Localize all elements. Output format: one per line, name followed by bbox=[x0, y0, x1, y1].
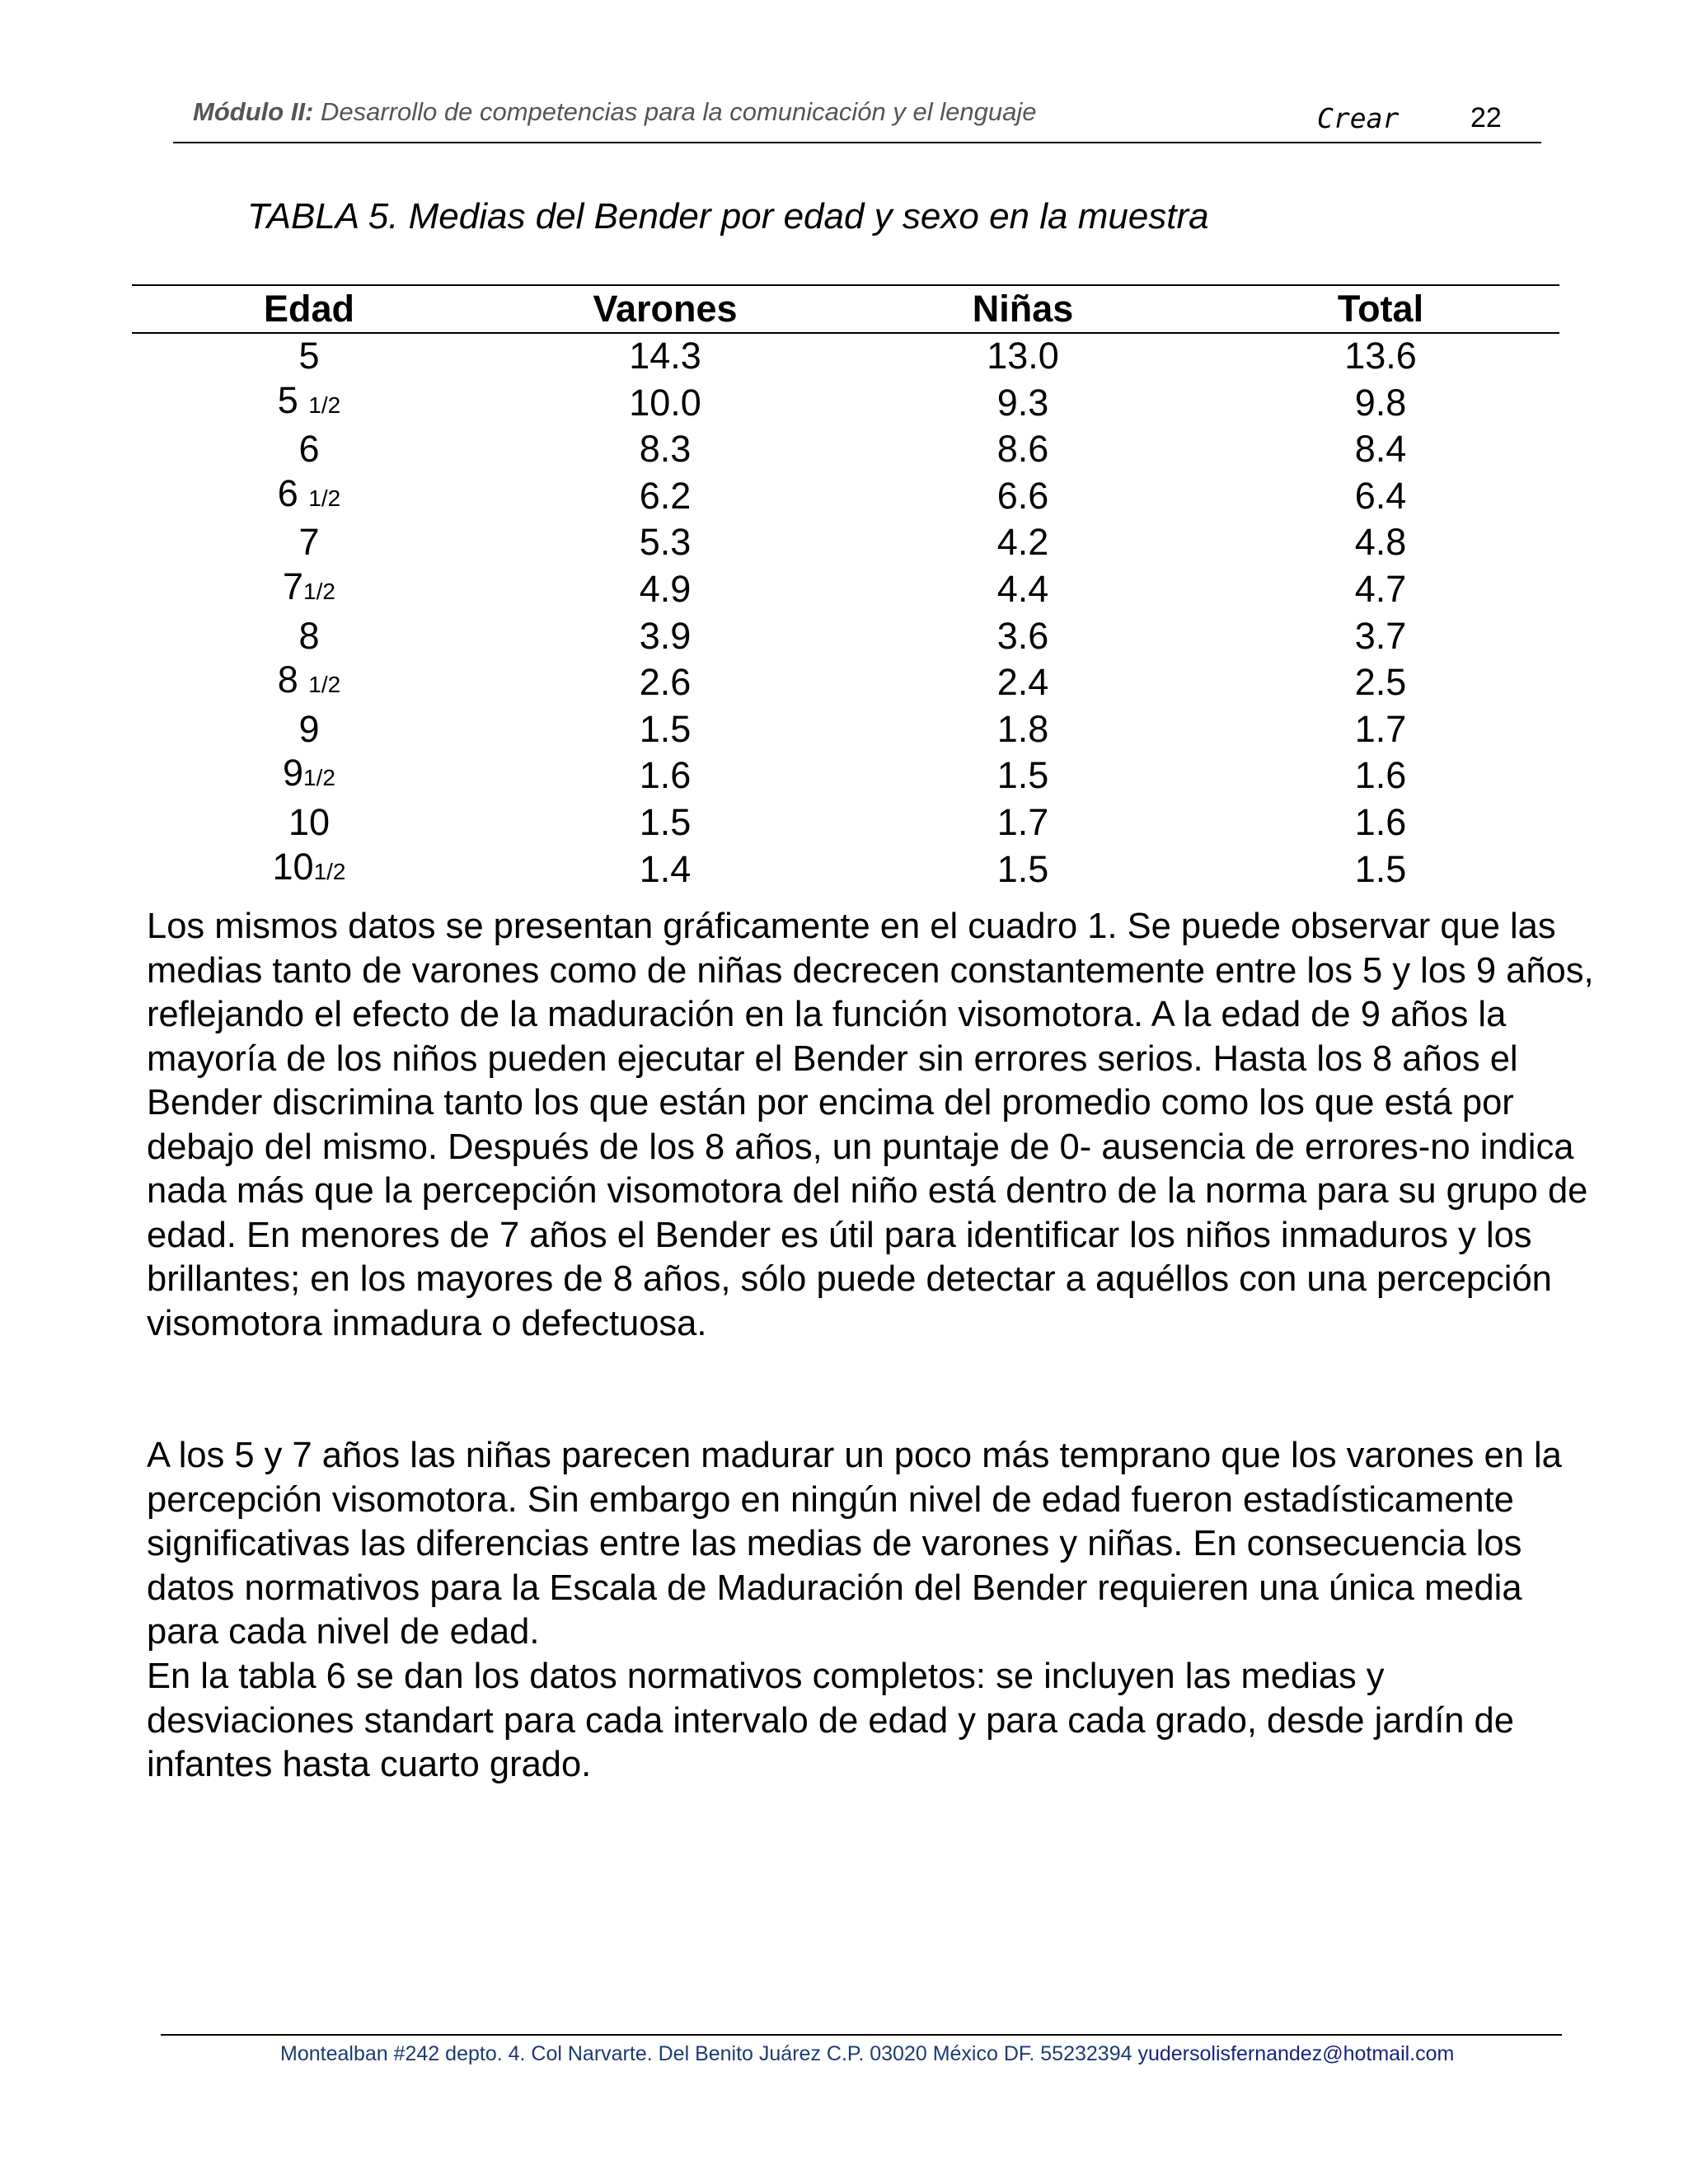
edad-value: 5 bbox=[277, 378, 309, 421]
footer-divider bbox=[161, 2034, 1562, 2036]
cell-varones: 1.5 bbox=[639, 800, 692, 843]
cell-ninas: 9.3 bbox=[996, 381, 1049, 424]
page-number: 22 bbox=[1470, 102, 1502, 134]
table-row bbox=[132, 565, 1559, 614]
footer-address: Montealban #242 depto. 4. Col Narvarte. Del Benito Juárez C.P. 03020 México DF. 55232394 bbox=[280, 2042, 1138, 2065]
cell-varones: 10.0 bbox=[629, 381, 701, 424]
table-header-row bbox=[132, 285, 1559, 333]
cell-ninas: 2.4 bbox=[996, 661, 1049, 704]
cell-total: 1.6 bbox=[1354, 754, 1407, 797]
header-varones: Varones bbox=[486, 285, 844, 333]
cell-ninas: 1.8 bbox=[996, 707, 1049, 750]
section-label: Crear bbox=[1317, 102, 1400, 134]
cell-edad bbox=[132, 427, 486, 471]
cell-edad bbox=[132, 614, 486, 658]
table-row bbox=[132, 520, 1559, 565]
paragraph-2: A los 5 y 7 años las niñas parecen madurar un poco más temprano que los varones en la percepción visomotora. Sin embargo en ningún nivel de edad fueron estadísticamente significativas las diferencias entre las medias de varones y niñas. En consecuencia los datos normativos para la Escala de Maduración del Bender requieren una única media para cada nivel de edad. bbox=[147, 1436, 1562, 1652]
cell-edad bbox=[132, 471, 486, 521]
cell-total: 13.6 bbox=[1344, 335, 1417, 377]
cell-ninas: 3.6 bbox=[996, 614, 1049, 657]
cell-total: 1.7 bbox=[1354, 707, 1407, 750]
cell-total: 4.7 bbox=[1354, 567, 1407, 610]
cell-varones: 1.6 bbox=[639, 754, 692, 797]
cell-total: 8.4 bbox=[1354, 428, 1407, 471]
cell-varones: 6.2 bbox=[639, 474, 692, 517]
cell-total: 2.5 bbox=[1354, 661, 1407, 704]
cell-varones: 2.6 bbox=[639, 661, 692, 704]
cell-total: 3.7 bbox=[1354, 614, 1407, 657]
cell-edad bbox=[132, 800, 486, 845]
cell-total: 1.6 bbox=[1354, 800, 1407, 843]
header-total: Total bbox=[1202, 285, 1559, 333]
edad-value: 7 bbox=[298, 521, 320, 564]
edad-value: 8 bbox=[298, 614, 320, 657]
edad-fraction: 1/2 bbox=[308, 672, 341, 698]
edad-value: 8 bbox=[277, 658, 309, 701]
cell-varones: 5.3 bbox=[639, 521, 692, 564]
cell-varones: 3.9 bbox=[639, 614, 692, 657]
edad-value: 9 bbox=[283, 752, 304, 794]
cell-ninas: 8.6 bbox=[996, 428, 1049, 471]
cell-edad bbox=[132, 707, 486, 752]
edad-value: 10 bbox=[272, 845, 314, 888]
table-row bbox=[132, 707, 1559, 752]
table-row bbox=[132, 751, 1559, 800]
cell-total: 6.4 bbox=[1354, 474, 1407, 517]
edad-value: 5 bbox=[298, 335, 320, 377]
cell-varones: 14.3 bbox=[629, 335, 701, 377]
cell-total: 4.8 bbox=[1354, 521, 1407, 564]
table-row bbox=[132, 471, 1559, 521]
cell-edad bbox=[132, 845, 486, 894]
edad-fraction: 1/2 bbox=[308, 485, 341, 511]
edad-fraction: 1/2 bbox=[303, 765, 335, 791]
cell-edad bbox=[132, 751, 486, 800]
edad-value: 10 bbox=[288, 800, 331, 843]
table-row bbox=[132, 614, 1559, 658]
module-title bbox=[193, 97, 1036, 127]
table-row bbox=[132, 333, 1559, 378]
cell-varones: 1.4 bbox=[639, 847, 692, 890]
cell-ninas: 13.0 bbox=[987, 335, 1059, 377]
table-row bbox=[132, 378, 1559, 428]
cell-edad bbox=[132, 658, 486, 707]
table-row bbox=[132, 658, 1559, 707]
edad-value: 9 bbox=[298, 707, 320, 750]
table-row bbox=[132, 800, 1559, 845]
module-label: Módulo II: bbox=[193, 97, 314, 126]
cell-ninas: 6.6 bbox=[996, 474, 1049, 517]
edad-value: 6 bbox=[298, 428, 320, 471]
cell-ninas: 1.5 bbox=[996, 754, 1049, 797]
cell-edad bbox=[132, 520, 486, 565]
edad-value: 7 bbox=[283, 565, 304, 607]
cell-varones: 8.3 bbox=[639, 428, 692, 471]
page-footer bbox=[280, 2042, 1454, 2066]
cell-ninas: 4.4 bbox=[996, 567, 1049, 610]
cell-ninas: 4.2 bbox=[996, 521, 1049, 564]
cell-varones: 1.5 bbox=[639, 707, 692, 750]
cell-total: 1.5 bbox=[1354, 847, 1407, 890]
cell-edad bbox=[132, 333, 486, 378]
module-name: Desarrollo de competencias para la comunicación y el lenguaje bbox=[320, 97, 1037, 126]
table-title: TABLA 5. Medias del Bender por edad y sexo en la muestra bbox=[247, 196, 1209, 237]
paragraph-1: Los mismos datos se presentan gráficamente en el cuadro 1. Se puede observar que las medias tanto de varones como de niñas decrecen constantemente entre los 5 y los 9 años, reflejando el efecto de la maduración en la función visomotora. A la edad de 9 años la mayoría de los niños pueden ejecutar el Bender sin errores serios. Hasta los 8 años el Bender discrimina tanto los que están por encima del promedio como los que está por debajo del mismo. Después de los 8 años, un puntaje de 0- ausencia de errores-no indica nada más que la percepción visomotora del niño está dentro de la norma para su grupo de edad. En menores de 7 años el Bender es útil para identificar los niños inmaduros y los brillantes; en los mayores de 8 años, sólo puede detectar a aquéllos con una percepción visomotora inmadura o defectuosa. bbox=[147, 907, 1594, 1343]
cell-edad bbox=[132, 378, 486, 428]
footer-email: yudersolisfernandez@hotmail.com bbox=[1137, 2042, 1455, 2065]
edad-fraction: 1/2 bbox=[308, 391, 341, 418]
table-row bbox=[132, 427, 1559, 471]
cell-ninas: 1.7 bbox=[996, 800, 1049, 843]
bender-means-table bbox=[132, 284, 1559, 893]
edad-fraction: 1/2 bbox=[313, 858, 346, 884]
header-ninas: Niñas bbox=[844, 285, 1202, 333]
cell-ninas: 1.5 bbox=[996, 847, 1049, 890]
header-edad: Edad bbox=[132, 285, 486, 333]
paragraph-3: En la tabla 6 se dan los datos normativos completos: se incluyen las medias y desviaciones standart para cada intervalo de edad y para cada grado, desde jardín de infantes hasta cuarto grado. bbox=[147, 1657, 1514, 1784]
cell-edad bbox=[132, 565, 486, 614]
page-header bbox=[173, 86, 1541, 143]
cell-varones: 4.9 bbox=[639, 567, 692, 610]
cell-total: 9.8 bbox=[1354, 381, 1407, 424]
table-body bbox=[132, 333, 1559, 893]
edad-value: 6 bbox=[277, 471, 309, 514]
table-row bbox=[132, 845, 1559, 894]
edad-fraction: 1/2 bbox=[303, 578, 335, 604]
